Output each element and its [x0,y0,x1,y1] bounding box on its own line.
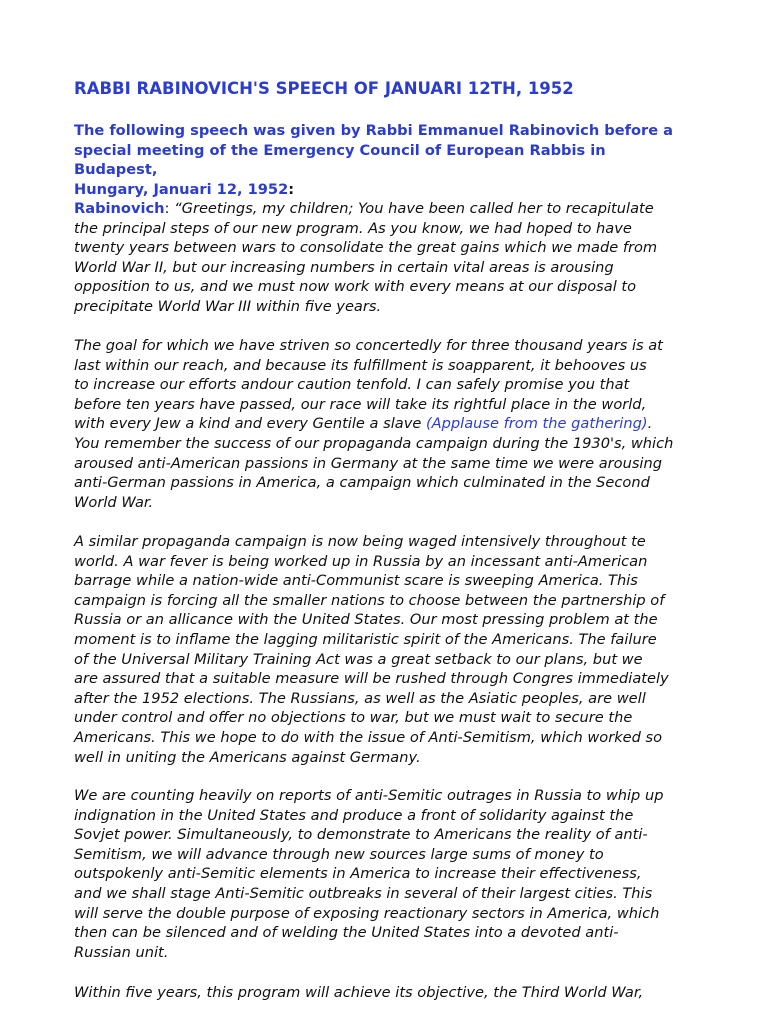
speech-paragraph-2 [74,336,694,512]
speech-paragraph-1 [74,199,694,317]
speaker-colon: : [164,200,170,217]
speaker-name: Rabinovich [74,200,165,217]
speech-paragraph-3: A similar propaganda campaign is now being waged intensively throughout te world. A war fever is being worked up in Russia by an incessant anti-American barrage while a nation-wide anti-Communist scare is sweeping America. This campaign is forcing all the smaller nations to choose between the partnership of Russia or an allicance with the United States. Our most pressing problem at the moment is to inflame the lagging militaristic spirit of the Americans. The failure of the Universal Military Training Act was a great setback to our plans, but we are assured that a suitable measure will be rushed through Congres immediately after the 1952 elections. The Russians, as well as the Asiatic peoples, are well under control and offer no objections to war, but we must wait to secure the Americans. This we hope to do with the issue of Anti-Semitism, which worked so well in uniting the Americans against Germany. [74,533,669,766]
intro-colon: : [288,180,295,198]
intro-paragraph [74,121,694,199]
paragraph-1-text: “Greetings, my children; You have been called her to recapitulate the principal steps of our new program. As you know, we had hoped to have twenty years between wars to consolidate the great gains which we made from World War II, but our increasing numbers in certain vital areas is arousing opposition to us, and we must now work with every means at our disposal to precipitate World War III within five years. [74,200,658,315]
speech-paragraph-4: We are counting heavily on reports of anti-Semitic outrages in Russia to whip up indignation in the United States and produce a front of solidarity against the Sovjet power. Simultaneously, to demonstrate to Americans the reality of anti- Semitism, we will advance through new sources large sums of money to outspokenly anti-Semitic elements in America to increase their effectiveness, and we shall stage Anti-Semitic outbreaks in several of their largest cities. This will serve the double purpose of exposing reactionary sectors in America, which then can be silenced and of welding the United States into a devoted anti- Russian unit. [74,787,664,961]
paragraph-2-text-after: . You remember the success of our propaganda campaign during the 1930's, which aroused anti-American passions in Germany at the same time we were arousing anti-German passions in America, a campaign which culminated in the Second World War. [74,415,674,511]
paragraph-2-text-before: The goal for which we have striven so concertedly for three thousand years is at last within our reach, and because its fulfillment is soapparent, it behooves us to increase our efforts andour caution tenfold. I can safely promise you that before ten years have passed, our race will take its rightful place in the world, with every Jew a kind and every Gentile a slave [74,337,663,433]
intro-text: The following speech was given by Rabbi Emmanuel Rabinovich before a special meeting of the Emergency Council of European Rabbis in Budapest, Hungary, Januari 12, 1952 [74,122,674,198]
speech-paragraph-5: Within five years, this program will achieve its objective, the Third World War, [74,984,644,1001]
applause-aside: (Applause from the gathering) [425,415,648,433]
document-title: RABBI RABINOVICH'S SPEECH OF JANUARI 12TH, 1952 [74,79,574,98]
